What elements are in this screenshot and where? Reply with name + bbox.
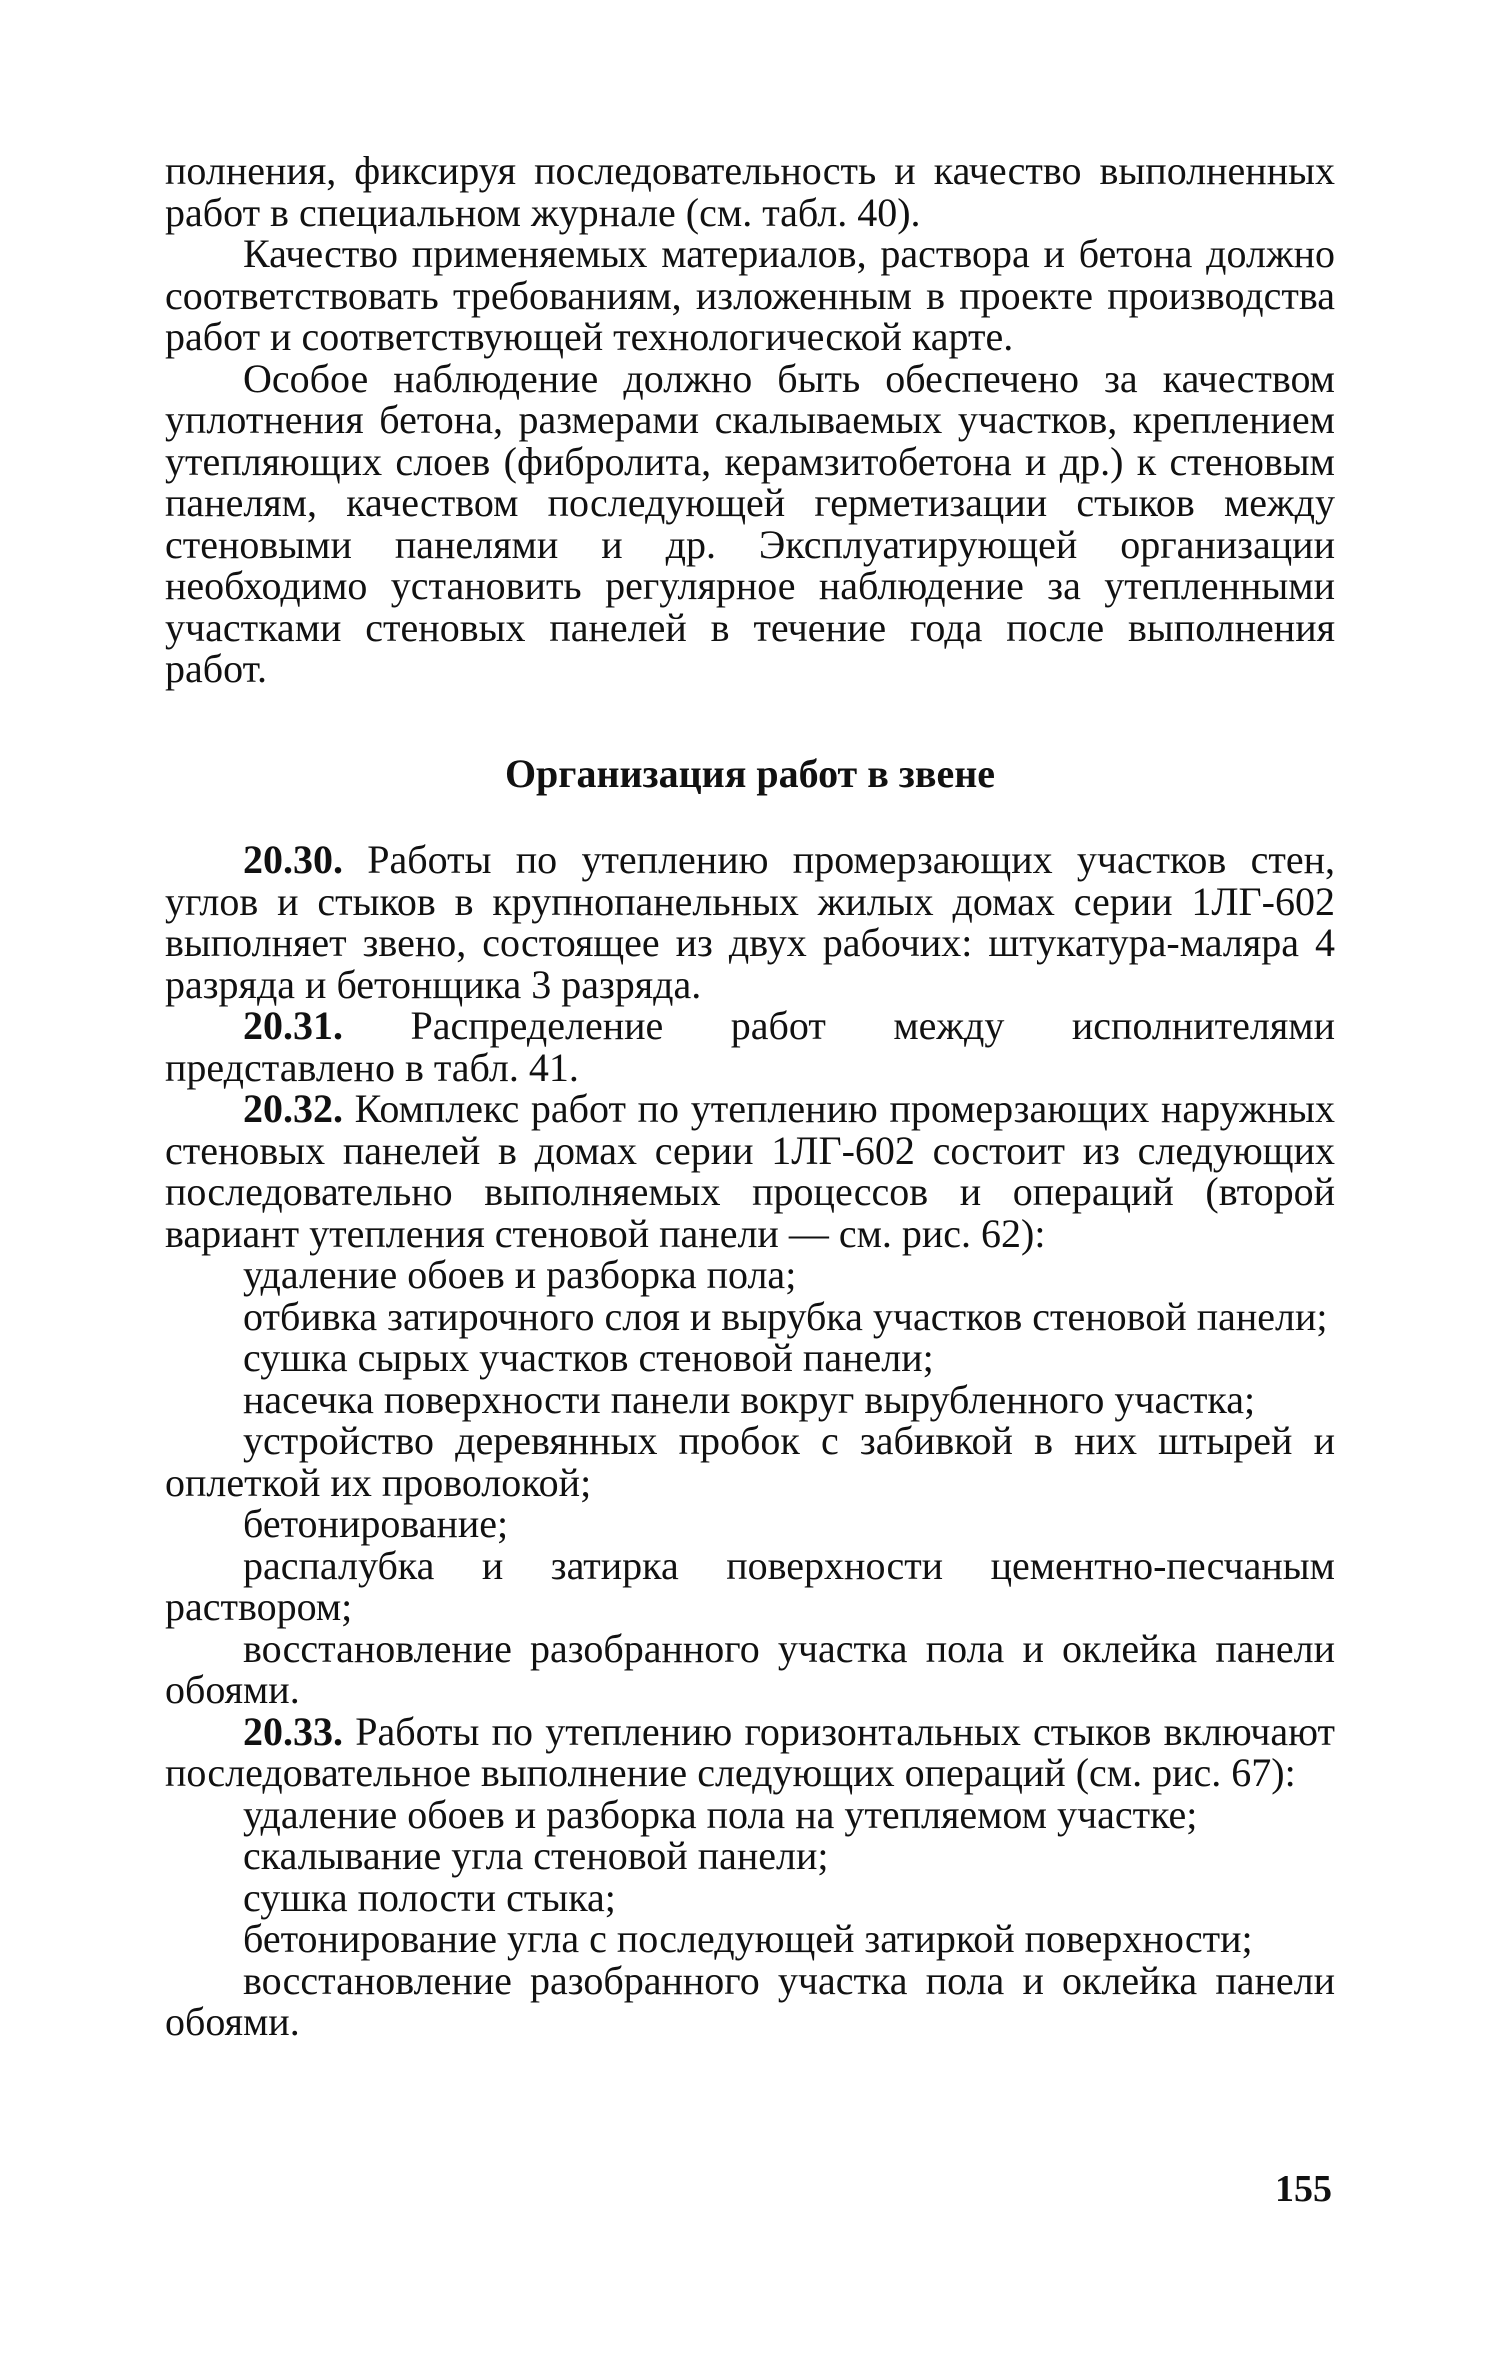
paragraph-materials-quality: Качество применяемых материалов, раствора и бетона должно соответствовать требованиям, изложенным в проекте производства работ и соответствующей технологической карте. xyxy=(165,231,1335,359)
list-item: отбивка затирочного слоя и вырубка участков стеновой панели; xyxy=(243,1293,1328,1339)
list-item: скалывание угла стеновой панели; xyxy=(243,1833,829,1878)
list-item: восстановление разобранного участка пола и оклейка панели обоями. xyxy=(165,1625,1335,1712)
item-text: Работы по утеплению промерзающих участков стен, углов и стыков в крупнопанельных жилых домах серии 1ЛГ-602 выполняет звено, состоящее из двух рабочих: штукатура-маляра 4 разряда и бетонщика 3 разряда. xyxy=(165,837,1335,1007)
page-number: 155 xyxy=(1275,2168,1332,2210)
list-item: бетонирование угла с последующей затиркой поверхности; xyxy=(243,1916,1253,1961)
list-item: распалубка и затирка поверхности цементно-песчаным раствором; xyxy=(165,1542,1335,1629)
list-item: удаление обоев и разборка пола на утепляемом участке; xyxy=(243,1791,1198,1837)
list-item: бетонирование; xyxy=(243,1501,509,1546)
item-number: 20.30. xyxy=(243,837,343,882)
paragraph-observation: Особое наблюдение должно быть обеспечено за качеством уплотнения бетона, размерами скалываемых участков, креплением утепляющих слоев (фибролита, керамзитобетона и др.) к стеновым панелям, качеством последующей герметизации стыков между стеновыми панелями и др. Эксплуатирующей организации необходимо установить регулярное наблюдение за утепленными участками стеновых панелей в течение года после выполнения работ. xyxy=(165,355,1335,691)
list-item: устройство деревянных пробок с забивкой в них штырей и оплеткой их проволокой; xyxy=(165,1418,1335,1505)
item-number: 20.33. xyxy=(243,1708,343,1754)
item-20-32 xyxy=(165,1088,1335,1254)
list-item: восстановление разобранного участка пола и оклейка панели обоями. xyxy=(165,1957,1335,2044)
list-item: удаление обоев и разборка пола; xyxy=(243,1252,797,1297)
list-item: насечка поверхности панели вокруг вырубленного участка; xyxy=(243,1376,1256,1422)
item-20-33 xyxy=(165,1708,1335,1795)
item-20-31 xyxy=(165,1005,1335,1088)
item-number: 20.31. xyxy=(243,1003,343,1048)
page-body xyxy=(165,150,1335,2043)
item-number: 20.32. xyxy=(243,1086,343,1131)
item-text: Распределение работ между исполнителями представлено в табл. 41. xyxy=(165,1003,1335,1090)
section-heading: Организация работ в звене xyxy=(504,750,996,796)
item-text: Комплекс работ по утеплению промерзающих наружных стеновых панелей в домах серии 1ЛГ-602 состоит из следующих последовательно выполняемых процессов и операций (второй вариант утепления стеновой панели — см. рис. 62): xyxy=(165,1086,1335,1256)
list-item: сушка сырых участков стеновой панели; xyxy=(243,1335,934,1380)
item-20-30 xyxy=(165,839,1335,1005)
list-item: сушка полости стыка; xyxy=(243,1874,616,1920)
item-text: Работы по утеплению горизонтальных стыков включают последовательное выполнение следующих операций (см. рис. 67): xyxy=(165,1708,1335,1795)
paragraph-continuation: полнения, фиксируя последовательность и качество выполненных работ в специальном журнале (см. табл. 40). xyxy=(165,148,1335,235)
